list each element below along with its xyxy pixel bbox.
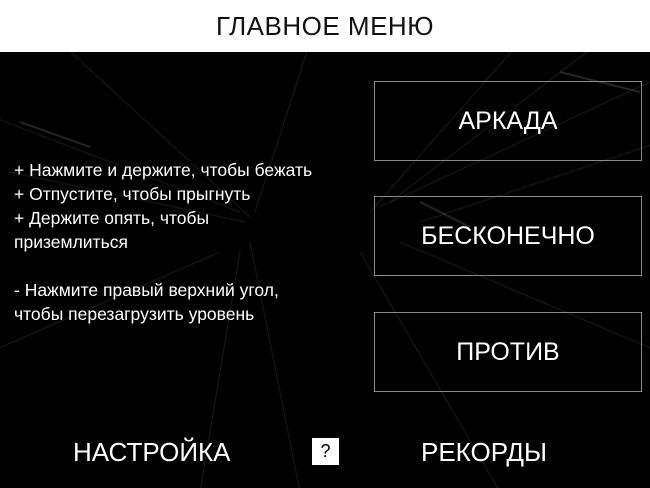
instruction-line: + Нажмите и держите, чтобы бежать	[14, 160, 313, 180]
endless-button-label: БЕСКОНЕЧНО	[421, 221, 595, 250]
instructions-text	[14, 158, 374, 326]
endless-button[interactable]	[374, 196, 642, 276]
instruction-line: чтобы перезагрузить уровень	[14, 304, 255, 324]
header-bar	[0, 0, 650, 52]
help-icon: ?	[320, 441, 331, 461]
arcade-button[interactable]	[374, 81, 642, 161]
versus-button-label: ПРОТИВ	[456, 337, 560, 366]
versus-button[interactable]	[374, 312, 642, 392]
page-title: ГЛАВНОЕ МЕНЮ	[216, 10, 434, 41]
instruction-line: приземлиться	[14, 232, 128, 252]
instruction-spacer	[14, 254, 374, 278]
arcade-button-label: АРКАДА	[458, 106, 558, 135]
instruction-line: + Отпустите, чтобы прыгнуть	[14, 184, 251, 204]
settings-button[interactable]: НАСТРОЙКА	[73, 437, 231, 467]
help-button[interactable]	[312, 438, 339, 465]
instruction-line: - Нажмите правый верхний угол,	[14, 280, 279, 300]
instruction-line: + Держите опять, чтобы	[14, 208, 210, 228]
records-button[interactable]: РЕКОРДЫ	[421, 437, 547, 467]
